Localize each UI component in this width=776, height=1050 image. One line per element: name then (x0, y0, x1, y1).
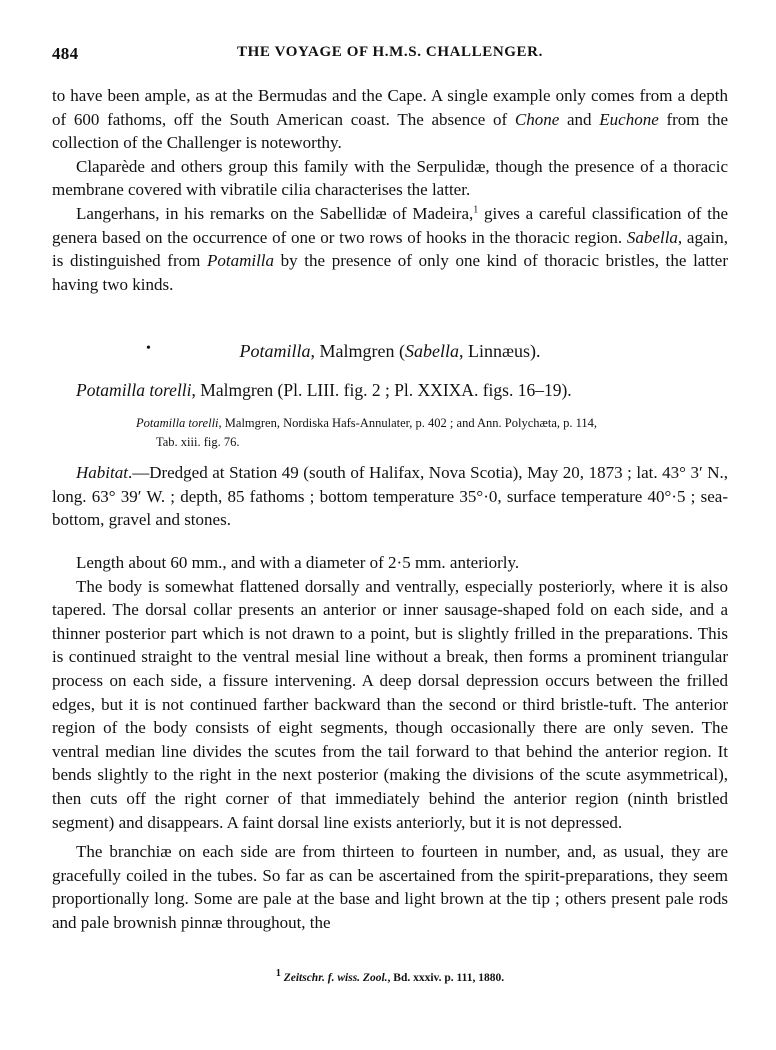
genus-potamilla: Potamilla (206, 251, 275, 271)
footnote-reference: 1 (473, 204, 479, 216)
synonymy-line-1: , Malmgren, Nordiska Hafs-Annulater, p. 402 ; and Ann. Polychæta, p. 114, (218, 416, 598, 430)
footnote-marker: 1 (275, 968, 281, 980)
intro-section (52, 84, 728, 296)
habitat-section (52, 461, 728, 532)
intro-paragraph-1 (52, 84, 728, 155)
running-head: THE VOYAGE OF H.M.S. CHALLENGER. (237, 44, 543, 60)
habitat-label: Habitat (76, 463, 128, 482)
species-heading-rest-b: . figs. 16–19). (473, 380, 572, 400)
habitat-text: .—Dredged at Station 49 (south of Halifax, Nova Scotia), May 20, 1873 ; lat. 43° 3′ N., long. 63° 39′ W. ; depth, 85 fathoms ; bottom temperature 35°·0, surface temperature 40°·5 ; sea-bottom, gravel and stones. (52, 463, 728, 530)
intro-p3-text-c: , again, is distinguished from (52, 227, 728, 271)
footnote-rest: , Bd. xxxiv. p. 111, 1880. (387, 972, 505, 984)
intro-p1-text-b: and (559, 109, 600, 129)
bullet-mark: • (146, 341, 151, 356)
intro-p3-text-d: by the presence of only one kind of thoracic bristles, the latter having two kinds. (52, 251, 728, 294)
habitat-paragraph (52, 461, 728, 532)
footnote-journal: Zeitschr. f. wiss. Zool. (283, 972, 388, 984)
description-section (52, 551, 728, 935)
genus-heading-synonym: Sabella (404, 341, 459, 361)
intro-p1-text-a: to have been ample, as at the Bermudas and the Cape. A single example only comes from a depth of 600 fathoms, off the South American coast. The absence of (52, 86, 728, 129)
genus-heading-author-b: , Linnæus). (458, 341, 541, 361)
genus-euchone: Euchone (599, 109, 659, 129)
genus-heading-name: Potamilla (239, 341, 311, 361)
plate-suffix: A (461, 380, 474, 400)
page-number: 484 (52, 44, 79, 63)
genus-chone: Chone (514, 109, 560, 129)
description-paragraph-1: Length about 60 mm., and with a diameter of 2·5 mm. anteriorly. (76, 553, 520, 572)
intro-paragraph-2: Claparède and others group this family with the Serpulidæ, though the presence of a thoracic membrane covered with vibratile cilia characterises the latter. (52, 156, 728, 200)
intro-paragraph-3 (52, 202, 728, 296)
species-heading-rest-a: , Malmgren (Pl. LIII. fig. 2 ; Pl. XXIX (191, 380, 462, 400)
synonymy-block (52, 414, 728, 452)
genus-heading (52, 341, 728, 362)
synonymy-line-2: Tab. xiii. fig. 76. (156, 435, 240, 449)
intro-p1-text-c: from the collection of the Challenger is noteworthy. (52, 109, 728, 153)
species-name: Potamilla torelli (76, 380, 192, 400)
genus-sabella: Sabella (626, 227, 678, 247)
intro-p3-text-a: Langerhans, in his remarks on the Sabellidæ of Madeira, (76, 203, 474, 223)
description-paragraph-3: The branchiæ on each side are from thirteen to fourteen in number, and, as usual, they are gracefully coiled in the tubes. So far as can be ascertained from the spirit-preparations, they seem proportionally long. Some are pale at the base and light brown at the tip ; others present pale rods and pale brownish pinnæ throughout, the (52, 842, 728, 932)
intro-p3-text-b: gives a careful classification of the genera based on the occurrence of one or two rows of hooks in the thoracic region. (52, 203, 728, 247)
description-paragraph-2: The body is somewhat flattened dorsally and ventrally, especially posteriorly, where it is also tapered. The dorsal collar presents an anterior or inner sausage-shaped fold on each side, and a thinner posterior part which is not drawn to a point, but is slightly frilled in the preparations. This is continued straight to the ventral mesial line without a break, then forms a prominent triangular process on each side, a fissure intervening. A deep dorsal depression occurs between the frilled edges, but it is not continued farther backward than the second or third bristle-tuft. The anterior region of the body consists of eight segments, though occasionally there are only seven. The ventral median line divides the scutes from the tail forward to that behind the anterior region. It bends slightly to the right in the next posterior (making the divisions of the scute asymmetrical), then cuts off the right corner of that immediately behind the anterior region (ninth bristled segment) and disappears. A faint dorsal line exists anteriorly, but it is not depressed. (52, 576, 728, 832)
page-header (52, 44, 728, 61)
species-heading (76, 380, 736, 401)
synonymy-species-name: Potamilla torelli (136, 416, 219, 430)
genus-heading-author-a: , Malmgren ( (310, 341, 405, 361)
footnote (52, 968, 728, 984)
